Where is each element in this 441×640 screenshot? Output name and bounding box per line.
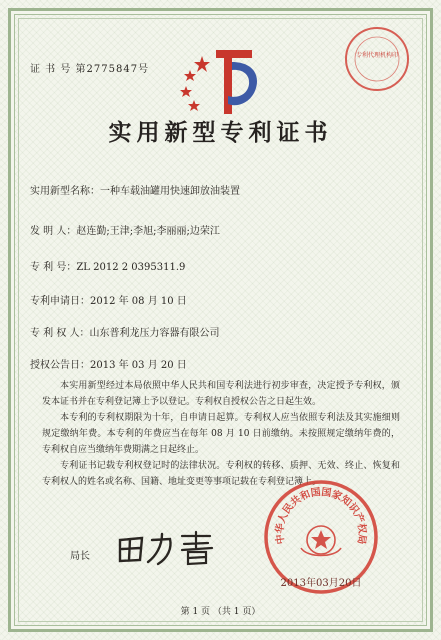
signature-label: 局长 bbox=[70, 551, 90, 562]
field-label: 专利申请日： bbox=[30, 296, 90, 307]
certificate-body bbox=[42, 378, 400, 490]
corner-stamp-text: 专利代理机构印 bbox=[355, 52, 398, 59]
field-value: 2013 年 03 月 20 日 bbox=[90, 360, 187, 371]
field-value: 山东普利龙压力容器有限公司 bbox=[89, 328, 220, 339]
patent-office-emblem-icon bbox=[172, 42, 268, 122]
body-paragraph: 本专利的专利权期限为十年，自申请日起算。专利权人应当依照专利法及其实施细则规定缴纳年费。本专利的年费应当在每年 08 月 10 日前缴纳。未按照规定缴纳年费的，专利权自应当缴纳年费期满之日起终止。 bbox=[42, 413, 400, 455]
field-value: 2012 年 08 月 10 日 bbox=[90, 296, 187, 307]
field-utility-model-name bbox=[30, 182, 240, 197]
body-paragraph: 本实用新型经过本局依照中华人民共和国专利法进行初步审查，决定授予专利权，颁发本证书并在专利登记簿上予以登记。专利权自授权公告之日起生效。 bbox=[42, 381, 400, 407]
certificate-number: 证 书 号 第2775847号 bbox=[30, 64, 150, 75]
field-label: 授权公告日： bbox=[30, 360, 90, 371]
field-label: 专 利 号： bbox=[30, 262, 77, 273]
field-label: 专 利 权 人： bbox=[30, 328, 90, 339]
field-label: 实用新型名称： bbox=[30, 186, 100, 197]
page-footer: 第 1 页 （共 1 页） bbox=[180, 607, 261, 617]
body-paragraph: 专利证书记载专利权登记时的法律状况。专利权的转移、质押、无效、终止、恢复和专利权人的姓名或名称、国籍、地址变更等事项记载在专利登记簿上。 bbox=[42, 461, 400, 487]
field-value: 赵连勤;王津;李旭;李丽丽;边荣江 bbox=[76, 226, 220, 237]
field-value: ZL 2012 2 0395311.9 bbox=[76, 262, 186, 273]
handwritten-signature bbox=[112, 526, 232, 570]
field-inventors bbox=[30, 222, 220, 237]
seal-date: 2013年03月20日 bbox=[280, 578, 362, 589]
seal-text: 中华人民共和国国家知识产权局 bbox=[274, 487, 368, 545]
field-label: 发 明 人： bbox=[30, 226, 77, 237]
field-patentee bbox=[30, 324, 220, 339]
document-title: 实用新型专利证书 bbox=[108, 119, 333, 146]
field-filing-date bbox=[30, 292, 187, 307]
field-grant-date bbox=[30, 356, 187, 371]
field-value: 一种车载油罐用快速卸放油装置 bbox=[100, 186, 240, 197]
field-patent-number bbox=[30, 258, 185, 273]
